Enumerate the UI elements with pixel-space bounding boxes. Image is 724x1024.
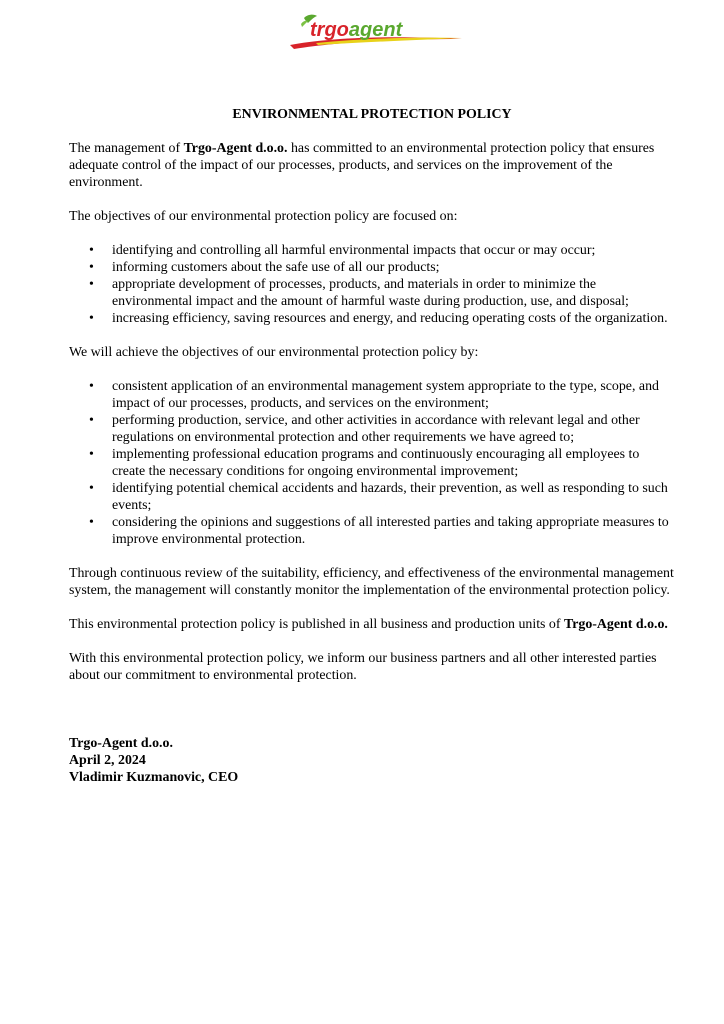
inform-paragraph: With this environmental protection policy, we inform our business partners and all other interested parties about our commitment to environmental protection.	[69, 651, 657, 683]
published-text: This environmental protection policy is published in all business and production units of	[69, 617, 564, 632]
page-title: ENVIRONMENTAL PROTECTION POLICY	[232, 107, 512, 122]
objectives-list	[69, 242, 675, 327]
signature-block	[69, 735, 675, 786]
bullet-icon: •	[89, 481, 94, 496]
list-item: • implementing professional education programs and continuously encouraging all employees to create the necessary conditions for ongoing environmental improvement;	[89, 447, 640, 479]
signature-date: April 2, 2024	[69, 753, 146, 768]
list-item: • consistent application of an environmental management system appropriate to the type, scope, and impact of our processes, products, and services on the environment;	[89, 379, 659, 411]
bullet-icon: •	[89, 243, 94, 258]
bullet-icon: •	[89, 447, 94, 462]
list-item: • informing customers about the safe use of all our products;	[89, 260, 440, 275]
intro-company-name: Trgo-Agent d.o.o.	[183, 141, 288, 156]
list-item: • identifying and controlling all harmful environmental impacts that occur or may occur;	[89, 243, 596, 258]
signature-company: Trgo-Agent d.o.o.	[69, 736, 173, 751]
bullet-icon: •	[89, 413, 94, 428]
signature-signer: Vladimir Kuzmanovic, CEO	[69, 770, 239, 785]
bullet-icon: •	[89, 260, 94, 275]
trgoagent-logo	[286, 12, 466, 52]
policy-content	[69, 106, 675, 786]
published-company-name: Trgo-Agent d.o.o.	[563, 617, 668, 632]
bullet-icon: •	[89, 311, 94, 326]
logo-wordmark: trgoagent	[310, 19, 403, 41]
list-item: • identifying potential chemical accidents and hazards, their prevention, as well as responding to such events;	[89, 481, 668, 513]
review-paragraph: Through continuous review of the suitability, efficiency, and effectiveness of the environmental management system, the management will constantly monitor the implementation of the environmental protection policy.	[69, 566, 674, 598]
list-item: • considering the opinions and suggestions of all interested parties and taking appropriate measures to improve environmental protection.	[89, 515, 669, 547]
bullet-icon: •	[89, 515, 94, 530]
intro-text-start: The management of	[69, 141, 184, 156]
achieve-heading: We will achieve the objectives of our environmental protection policy by:	[69, 345, 479, 360]
bullet-icon: •	[89, 277, 94, 292]
intro-text-end: has committed to an environmental protection policy that ensures adequate control of the impact of our processes, products, and services on the improvement of the environment.	[69, 141, 655, 190]
published-paragraph	[69, 616, 675, 633]
achievements-list	[69, 378, 675, 548]
intro-paragraph	[69, 140, 675, 191]
list-item: • performing production, service, and other activities in accordance with relevant legal and other regulations on environmental protection and other requirements we have agreed to;	[89, 413, 640, 445]
objectives-heading: The objectives of our environmental protection policy are focused on:	[69, 209, 458, 224]
bullet-icon: •	[89, 379, 94, 394]
list-item: • appropriate development of processes, products, and materials in order to minimize the environmental impact and the amount of harmful waste during production, use, and disposal;	[89, 277, 629, 309]
list-item: • increasing efficiency, saving resources and energy, and reducing operating costs of the organization.	[89, 311, 668, 326]
